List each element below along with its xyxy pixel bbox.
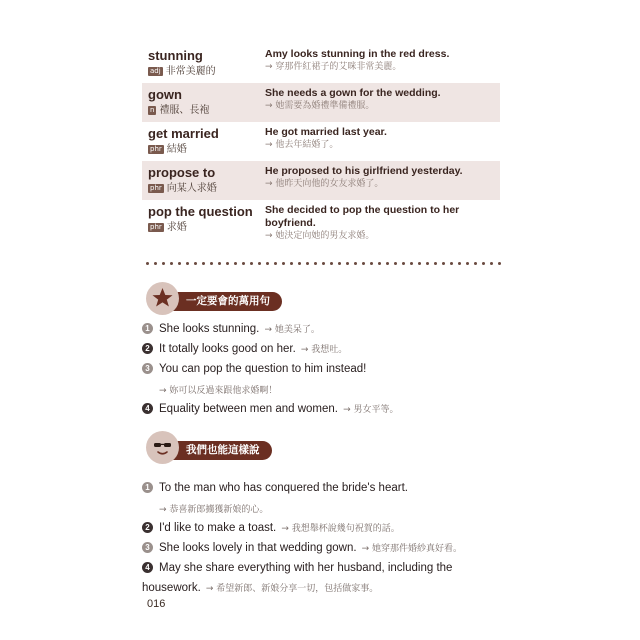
divider-dot bbox=[298, 262, 301, 265]
divider-dot bbox=[242, 262, 245, 265]
divider-dot bbox=[362, 262, 365, 265]
vocab-row-pop-the-question bbox=[142, 200, 500, 250]
divider-dot bbox=[162, 262, 165, 265]
vocab-meaning: 向某人求婚 bbox=[166, 183, 217, 194]
number-badge: 2 bbox=[142, 343, 153, 354]
vocab-meaning: 非常美麗的 bbox=[165, 66, 216, 77]
example-sentence: He got married last year. bbox=[265, 126, 387, 138]
divider-dot bbox=[210, 262, 213, 265]
example-translation: → 她決定向她的男友求婚。 bbox=[265, 231, 375, 241]
divider-dot bbox=[498, 262, 501, 265]
divider-dot bbox=[458, 262, 461, 265]
phrase-english: May she share everything with her husband, including the housework. bbox=[142, 562, 453, 594]
number-badge: 3 bbox=[142, 363, 153, 374]
divider-dot bbox=[426, 262, 429, 265]
divider-dot bbox=[330, 262, 333, 265]
divider-dot bbox=[186, 262, 189, 265]
phrase-english: Equality between men and women. bbox=[159, 403, 338, 415]
pos-badge: phr bbox=[150, 144, 162, 153]
divider-dot bbox=[178, 262, 181, 265]
number-badge: 1 bbox=[142, 482, 153, 493]
example-sentence: Amy looks stunning in the red dress. bbox=[265, 48, 450, 60]
divider-dot bbox=[218, 262, 221, 265]
divider-dot bbox=[434, 262, 437, 265]
divider-dot bbox=[306, 262, 309, 265]
phrase-item bbox=[142, 357, 502, 396]
example-translation: → 他昨天向他的女友求婚了。 bbox=[265, 179, 384, 189]
phrase-item bbox=[142, 476, 502, 515]
number-badge: 1 bbox=[142, 323, 153, 334]
phrase-chinese: → 她美呆了。 bbox=[264, 325, 320, 335]
example-sentence: She needs a gown for the wedding. bbox=[265, 87, 441, 99]
divider-dot bbox=[234, 262, 237, 265]
pos-badge: adj bbox=[150, 66, 161, 75]
divider-dot bbox=[290, 262, 293, 265]
pos-badge: n bbox=[150, 105, 155, 114]
divider-dot bbox=[482, 262, 485, 265]
number-badge: 4 bbox=[142, 403, 153, 414]
phrase-english: You can pop the question to him instead! bbox=[159, 363, 367, 375]
phrase-item bbox=[142, 536, 502, 556]
vocab-meaning: 禮服、長袍 bbox=[159, 105, 210, 116]
divider-dot bbox=[170, 262, 173, 265]
divider-dot bbox=[258, 262, 261, 265]
phrase-chinese: → 妳可以反過來跟他求婚啊！ bbox=[159, 386, 278, 396]
divider-dot bbox=[154, 262, 157, 265]
phrase-chinese: → 我想舉杯說幾句祝賀的話。 bbox=[281, 524, 400, 534]
divider-dot bbox=[146, 262, 149, 265]
phrase-item bbox=[142, 556, 482, 596]
divider-dot bbox=[338, 262, 341, 265]
divider-dot bbox=[410, 262, 413, 265]
vocab-word: propose to bbox=[148, 165, 216, 180]
divider-dot bbox=[394, 262, 397, 265]
divider-dot bbox=[274, 262, 277, 265]
number-badge: 4 bbox=[142, 562, 153, 573]
section-title: 一定要會的萬用句 bbox=[160, 292, 282, 311]
section-title: 我們也能這樣說 bbox=[160, 441, 272, 460]
divider-dot bbox=[226, 262, 229, 265]
divider-dot bbox=[354, 262, 357, 265]
example-translation: → 他去年結婚了。 bbox=[265, 140, 339, 150]
pos-badge: phr bbox=[150, 183, 162, 192]
divider-dot bbox=[346, 262, 349, 265]
divider-dot bbox=[466, 262, 469, 265]
divider-dot bbox=[250, 262, 253, 265]
phrase-english: I'd like to make a toast. bbox=[159, 522, 277, 534]
example-translation: → 穿那件紅裙子的艾咪非常美麗。 bbox=[265, 62, 402, 72]
number-badge: 2 bbox=[142, 522, 153, 533]
divider-dot bbox=[370, 262, 373, 265]
vocab-word: gown bbox=[148, 87, 182, 102]
vocab-row-propose-to bbox=[142, 161, 500, 200]
phrase-chinese: → 我想吐。 bbox=[300, 345, 348, 355]
vocab-word: pop the question bbox=[148, 204, 253, 219]
phrase-chinese: → 男女平等。 bbox=[343, 405, 399, 415]
phrase-chinese: → 恭喜新郎擄獲新娘的心。 bbox=[159, 505, 269, 515]
vocab-meaning: 結婚 bbox=[166, 144, 187, 155]
example-translation: → 她需要為婚禮準備禮服。 bbox=[265, 101, 375, 111]
phrase-english: To the man who has conquered the bride's heart. bbox=[159, 482, 408, 494]
vocab-row-stunning bbox=[142, 44, 500, 83]
phrase-item bbox=[142, 397, 502, 417]
phrase-item bbox=[142, 516, 502, 536]
dotted-divider bbox=[146, 261, 502, 267]
example-sentence: She decided to pop the question to her boyfriend. bbox=[265, 204, 460, 229]
divider-dot bbox=[282, 262, 285, 265]
divider-dot bbox=[450, 262, 453, 265]
vocab-word: stunning bbox=[148, 48, 203, 63]
vocab-meaning: 求婚 bbox=[166, 222, 187, 233]
number-badge: 3 bbox=[142, 542, 153, 553]
phrase-english: It totally looks good on her. bbox=[159, 343, 296, 355]
divider-dot bbox=[378, 262, 381, 265]
phrase-item bbox=[142, 317, 502, 337]
example-sentence: He proposed to his girlfriend yesterday. bbox=[265, 165, 463, 177]
divider-dot bbox=[322, 262, 325, 265]
vocabulary-table bbox=[142, 44, 500, 250]
phrase-english: She looks lovely in that wedding gown. bbox=[159, 542, 357, 554]
page-number: 016 bbox=[147, 598, 166, 610]
phrase-item bbox=[142, 337, 502, 357]
vocab-row-get-married bbox=[142, 122, 500, 161]
divider-dot bbox=[418, 262, 421, 265]
divider-dot bbox=[202, 262, 205, 265]
pos-badge: phr bbox=[150, 222, 162, 231]
phrase-english: She looks stunning. bbox=[159, 323, 260, 335]
divider-dot bbox=[314, 262, 317, 265]
vocab-row-gown bbox=[142, 83, 500, 122]
divider-dot bbox=[402, 262, 405, 265]
divider-dot bbox=[474, 262, 477, 265]
star-icon bbox=[146, 282, 179, 315]
phrase-chinese: → 希望新郎、新娘分享一切，包括做家事。 bbox=[205, 584, 379, 594]
divider-dot bbox=[266, 262, 269, 265]
divider-dot bbox=[386, 262, 389, 265]
divider-dot bbox=[490, 262, 493, 265]
vocab-word: get married bbox=[148, 126, 219, 141]
phrase-chinese: → 她穿那件婚紗真好看。 bbox=[361, 544, 463, 554]
divider-dot bbox=[442, 262, 445, 265]
divider-dot bbox=[194, 262, 197, 265]
sunglasses-face-icon bbox=[146, 431, 179, 464]
